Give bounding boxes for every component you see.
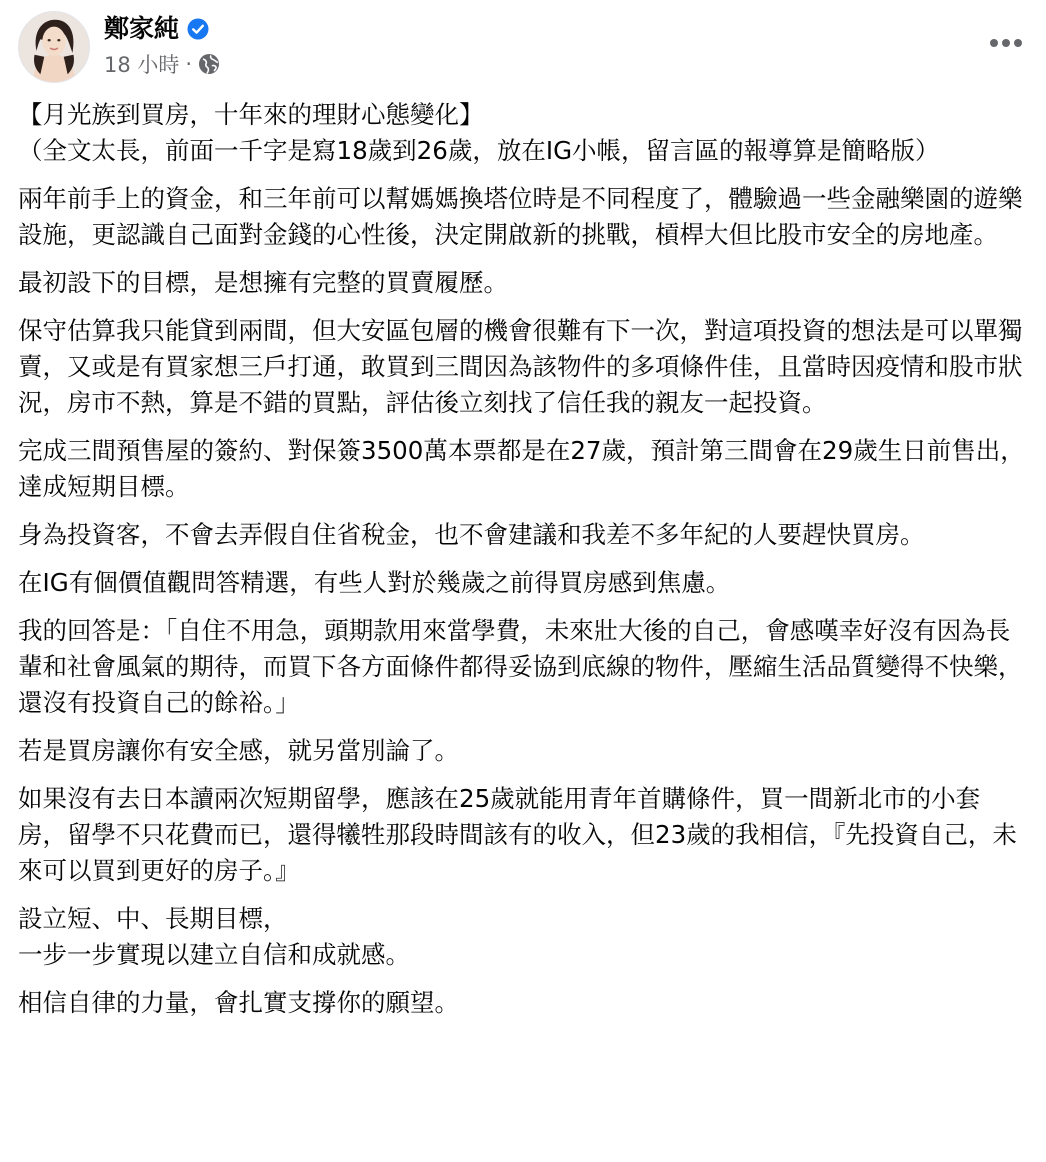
post-body: [18, 97, 1026, 1033]
post-paragraph: 相信自律的力量，會扎實支撐你的願望。: [18, 988, 459, 1017]
post-paragraph: 如果沒有去日本讀兩次短期留學，應該在25歲就能用青年首購條件，買一間新北市的小套房，留學不只花費而已，還得犧牲那段時間該有的收入，但23歲的我相信，『先投資自己，未來可以買到更好的房子。』: [18, 784, 1017, 885]
more-options-button[interactable]: [984, 25, 1028, 61]
post-paragraph: 兩年前手上的資金，和三年前可以幫媽媽換塔位時是不同程度了，體驗過一些金融樂園的遊樂設施，更認識自己面對金錢的心性後，決定開啟新的挑戰，槓桿大但比股市安全的房地產。: [18, 184, 1023, 249]
post-paragraph: 保守估算我只能貸到兩間，但大安區包層的機會很難有下一次，對這項投資的想法是可以單獨賣，又或是有買家想三戶打通，敢買到三間因為該物件的多項條件佳，且當時因疫情和股市狀況，房市不熱，算是不錯的買點，評估後立刻找了信任我的親友一起投資。: [18, 316, 1023, 417]
post-meta: [104, 49, 220, 79]
post-paragraph-title: 【月光族到買房，十年來的理財心態變化】 （全文太長，前面一千字是寫18歲到26歲，放在IG小帳，留言區的報導算是簡略版）: [18, 100, 940, 165]
post-header: [18, 11, 1028, 87]
verified-badge-icon: [187, 18, 209, 40]
post-paragraph: 在IG有個價值觀問答精選，有些人對於幾歲之前得買房感到焦慮。: [18, 568, 731, 597]
post-paragraph: 身為投資客，不會去弄假自住省稅金，也不會建議和我差不多年紀的人要趕快買房。: [18, 520, 925, 549]
post-paragraph: 最初設下的目標，是想擁有完整的買賣履歷。: [18, 268, 508, 297]
meta-separator: ·: [185, 52, 193, 76]
author-avatar[interactable]: [18, 11, 90, 83]
author-name[interactable]: 鄭家純: [104, 14, 180, 43]
author-row: [104, 13, 220, 45]
post-paragraph: 完成三間預售屋的簽約、對保簽3500萬本票都是在27歲，預計第三間會在29歲生日前售出，達成短期目標。: [18, 436, 1025, 501]
post-paragraph: 我的回答是：「自住不用急，頭期款用來當學費，未來壯大後的自己，會感嘆幸好沒有因為長輩和社會風氣的期待，而買下各方面條件都得妥協到底線的物件，壓縮生活品質變得不快樂，還沒有投資自己的餘裕。」: [18, 616, 1023, 717]
profile-photo-icon: [19, 12, 89, 82]
author-block: [104, 13, 220, 79]
post-paragraph: 設立短、中、長期目標， 一步一步實現以建立自信和成就感。: [18, 904, 410, 969]
more-horizontal-icon: [989, 38, 1023, 48]
globe-icon[interactable]: [198, 53, 220, 75]
post-timestamp[interactable]: 18 小時: [104, 53, 180, 77]
post-paragraph: 若是買房讓你有安全感，就另當別論了。: [18, 736, 459, 765]
